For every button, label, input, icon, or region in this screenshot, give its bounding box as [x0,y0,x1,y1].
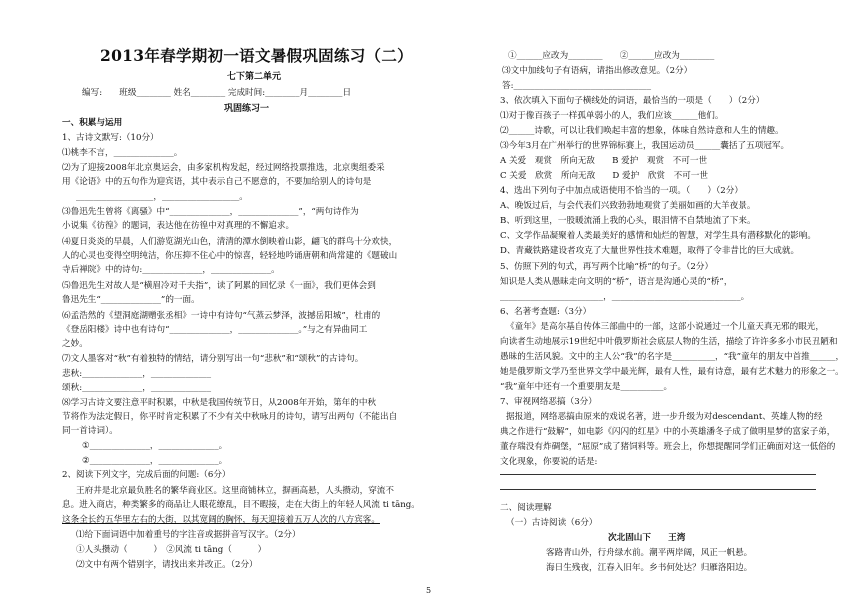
poem-title: 次北固山下 王湾 [608,533,686,543]
q1-7-praise-autumn: 颂秋:______________，______________ [62,383,211,393]
q1-2-blanks: __________________，__________________。 [76,192,248,202]
q1-8-line1: ⑻学习古诗文要注意平时积累，中秋是我国传统节日，从2008年开始，第年的中秋 [62,398,377,408]
q5-blanks: ________________________，______________________________。 [500,292,750,302]
q1-5-line1: ⑸鲁迅先生对故人是“横眉冷对千夫指”，读了阿累的回忆录《一面》，我们更体会到 [62,281,376,291]
q1-8-answer2: ②______________，______________。 [82,456,228,466]
q6-line2: 向读者生动地展示19世纪中叶俄罗斯社会底层人物的生活，描绘了许许多多小市民丑陋和 [500,337,838,347]
q1-6-line1: ⑹孟浩然的《望洞庭湖赠张丞相》一诗中有诗句“气蒸云梦泽，波撼岳阳城”，杜甫的 [62,311,381,321]
q4-option-b: B、听到这里，一股暖流涌上我的心头，眼泪情不自禁地流了下来。 [500,216,756,226]
q6-heading: 6、名著考查题:（3分） [500,307,592,317]
poem-line2: 海日生残夜，江春入旧年。乡书何处达？归雁洛阳边。 [546,563,753,573]
q1-6-line3: 之妙。 [62,339,88,349]
answer-line-2 [500,489,816,490]
q2-2-answers: ①______应改为________ ②______应改为________ [508,51,715,61]
q1-8-line3: 同一首诗词）。 [62,426,118,436]
q2-3: ⑶文中加线句子有语病，请指出修改意见。（2分） [502,66,693,76]
q2-1-items: ①人头攒动（ ） ②风流 ti tāng（ ） [76,545,267,555]
q3-sentence2: ⑵______诗歌，可以让我们唤起丰富的想象，体味自然诗意和人生的情趣。 [500,126,784,136]
q1-7-sad-autumn: 悲秋:______________，______________ [62,369,211,379]
page-number: 5 [426,586,432,595]
q1-1: ⑴桃李不言，______________。 [62,148,183,158]
q3-options-cd: C 关爱 欣赏 所向无敌 D 爱护 欣赏 不可一世 [500,171,708,181]
q1-6-line2: 《登岳阳楼》诗中也有诗句“______________，______________。”与之有异曲同工 [62,325,368,335]
q6-line5: “我”童年中还有一个重要朋友是__________。 [500,382,673,392]
q1-2-line1: ⑵为了迎接2008年北京奥运会，由多家机构发起，经过网络投票推选，北京奥组委采 [62,163,385,173]
q2-1: ⑴给下面词语中加着重号的字注音或据拼音写汉字。（2分） [76,530,301,540]
q2-passage-line2: 息。进入商店，种类繁多的商品让人眼花缭乱，目不暇接，走在大街上的年轻人风流 ti tāng。 [62,500,420,510]
section-label: 巩固练习一 [224,104,270,114]
q1-5-line2: 鲁迅先生“______________”的一面。 [62,295,200,305]
q1-4-line2: 人的心灵也变得空明纯洁，你压抑不住心中的惊喜，轻轻地吟诵唐朝和尚常建的《题破山 [62,251,398,261]
answer-line-1 [500,474,816,475]
q3-sentence1: ⑴对于像百孩子一样孤单弱小的人，我们应该______他们。 [500,111,724,121]
q1-3-line2: 小说集《彷徨》的题词，表达他在彷徨中对真理的不懈追求。 [62,221,295,231]
page-title: 2013年春学期初一语文暑假巩固练习（二） [100,46,413,65]
q5-heading: 5、仿照下列的句式，再写两个比喻“桥”的句子。（2分） [500,262,714,272]
q7-line3: 董存瑞没有炸碉堡，“屈原”成了猪饲料等。班会上，你想提醒同学们正确面对这一低俗的 [500,442,836,452]
q7-heading: 7、审视网络恶搞（3分） [500,397,597,407]
q4-option-d: D、青藏铁路建设者攻克了大量世界性技术难题，取得了令非昔比的巨大成就。 [500,246,800,256]
reading-heading: 二、阅读理解 [500,503,552,513]
q4-option-c: C、文学作品凝聚着人类最美好的感情和灿烂的智慧，对学生具有潜移默化的影响。 [500,231,816,241]
q2-heading: 2、阅读下列文字，完成后面的问题:（6分） [62,470,231,480]
q1-4-line1: ⑷夏日炎炎的早晨，人们游览湖光山色，清清的潭水倒映着山影，翩飞的群鸟十分欢快， [62,237,398,247]
q7-line1: 据报道，网络恶搞由原来的戏说名著，进一步升级为对descendant、英雄人物的经 [506,412,823,422]
q2-passage-line3: 这条全长约五华里左右的大街，以其宽阔的胸怀，每天迎接着五万人次的八方宾客。 [62,515,380,525]
q3-heading: 3、依次填入下面句子横线处的词语，最恰当的一项是（ ）（2分） [500,96,765,106]
q5-prompt: 知识是人类从愚昧走向文明的“桥”，语言是沟通心灵的“桥”， [500,277,733,287]
q3-options-ab: A 关爱 观赏 所向无敌 B 爱护 观赏 不可一世 [500,156,708,166]
q7-line2: 典之作进行“鼓解”，如电影《闪闪的红星》中的小英雄潘冬子成了做明星梦的富家子弟， [500,427,836,437]
q1-8-answer1: ①______________，______________。 [82,441,228,451]
q4-heading: 4、选出下列句子中加点成语使用不恰当的一项。（ ）（2分） [500,186,743,196]
poem-line1: 客路青山外，行舟绿水前。潮平两岸阔，风正一帆悬。 [546,548,753,558]
q6-line1: 《童年》是高尔基自传体三部曲中的一部，这部小说通过一个儿童天真无邪的眼光， [506,322,824,332]
q2-passage-line1: 王府井是北京最负胜名的繁华商业区。这里商铺林立，摒画高悬，人头攒动，穿流不 [76,486,394,496]
q1-7-line1: ⑺文人墨客对“秋”有着独特的情结，请分别写出一句“悲秋”和“颂秋”的古诗句。 [62,354,364,364]
q2-3-answer: 答:________________________________ [502,81,651,91]
poem-section-heading: （一）古诗阅读（6分） [506,518,598,528]
q3-sentence3: ⑶今年3月在广州举行的世界锦标赛上，我国运动员______囊括了五项冠军。 [500,141,790,151]
q1-3-line1: ⑶鲁迅先生曾将《离骚》中“______________，______________”，“两句诗作为 [62,207,359,217]
q6-line4: 她是俄罗斯文学乃至世界文学中最光辉，最有人性，最有诗意，最有艺术魅力的形象之一。 [500,367,844,377]
q1-4-line3: 寺后禅院》中的诗句:______________，______________。 [62,265,280,275]
q1-heading: 1、古诗文默写:（10分） [62,133,159,143]
heading-accumulation: 一、积累与运用 [62,118,123,128]
unit-label: 七下第二单元 [227,72,282,82]
q1-8-line2: 节将作为法定假日，你平时肯定积累了不少有关中秋咏月的诗句，请写出两句（不能出自 [62,412,398,422]
q6-line3: 愚昧的生活风貌。文中的主人公“我”的名字是__________，“我”童年的朋友中首推______， [500,352,845,362]
meta-line: 编写: 班级________ 姓名________ 完成时间:________月________日 [82,88,352,98]
q4-option-a: A、晚饭过后，与会代表们兴致勃勃地观赏了美丽如画的大羊夜景。 [500,201,756,211]
q1-2-line2: 用《论语》中的五句作为迎宾语，其中表示自己不愿意的，不要加给别人的诗句是 [62,177,372,187]
q7-line4: 文化现象，你要说的话是: [500,457,598,467]
q2-2: ⑵文中有两个错别字，请找出来并改正。（2分） [76,560,258,570]
